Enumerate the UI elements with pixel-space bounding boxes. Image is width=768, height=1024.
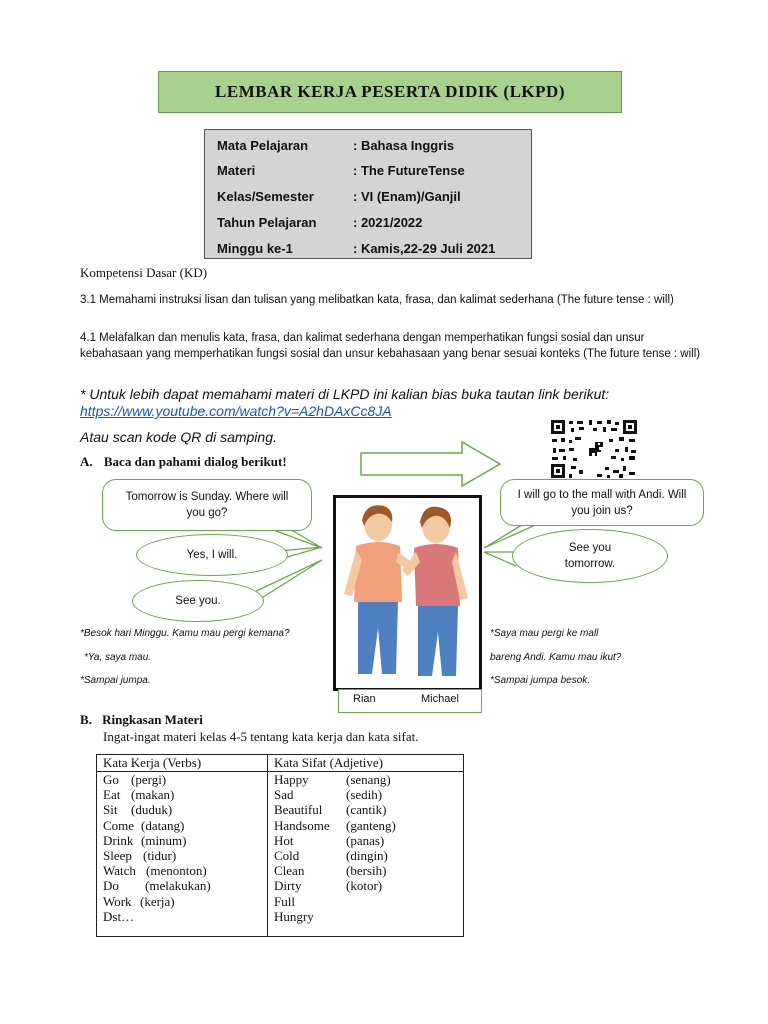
verb-id: (minum): [141, 832, 187, 848]
verb-id: (duduk): [131, 802, 173, 818]
info-label: Tahun Pelajaran: [217, 215, 317, 230]
verb-en: Come: [103, 817, 135, 833]
bubble-text: See you.: [175, 595, 221, 607]
adjective-id: (senang): [346, 772, 391, 787]
verb-id: (melakukan): [145, 878, 211, 894]
verb-item: [103, 848, 261, 863]
adjective-item: [274, 818, 457, 833]
adjective-id: (dingin): [346, 847, 388, 863]
verb-en: Work: [103, 893, 132, 909]
info-value: : VI (Enam)/Ganjil: [353, 189, 461, 204]
translation-left: *Besok hari Minggu. Kamu mau pergi kemana?: [80, 628, 290, 639]
two-boys-illustration: [336, 498, 479, 688]
kd-point-4-1: 4.1 Melafalkan dan menulis kata, frasa, dan kalimat sederhana dengan memperhatikan fungsi sosial dan unsur kebahasaan yang memperhatikan fungsi sosial dan unsur kebahasaan yang benar sesuai konteks (The future tense : will): [80, 332, 701, 360]
verb-en: Watch: [103, 863, 136, 879]
speech-bubble-see-you: [132, 580, 264, 622]
adjective-id: (bersih): [346, 863, 387, 879]
verb-en: Sleep: [103, 847, 132, 863]
adjective-id: (cantik): [346, 802, 387, 818]
adjective-id: (ganteng): [346, 817, 396, 833]
bubble-text: Yes, I will.: [186, 549, 238, 561]
speech-bubble-yes-i-will: [136, 534, 288, 576]
adjective-en: Hot: [274, 832, 294, 848]
name-right: Michael: [421, 693, 459, 705]
verb-en: Eat: [103, 787, 121, 803]
info-label: Kelas/Semester: [217, 189, 314, 204]
verb-id: (menonton): [146, 863, 207, 879]
kd-point-3-1: 3.1 Memahami instruksi lisan dan tulisan yang melibatkan kata, frasa, dan kalimat sederhana (The future tense : will): [80, 294, 674, 306]
verbs-column: [97, 772, 268, 937]
character-names: [338, 689, 482, 713]
qr-instruction: Atau scan kode QR di samping.: [80, 429, 277, 445]
verb-item: [103, 894, 261, 909]
note-text: * Untuk lebih dapat memahami materi di LKPD ini kalian bias buka tautan link berikut:: [80, 386, 610, 402]
verb-id: (tidur): [143, 847, 177, 863]
verb-item: [103, 909, 261, 924]
adjective-en: Clean: [274, 863, 305, 879]
bubble-text: Tomorrow is Sunday. Where will you go?: [125, 491, 289, 519]
info-value: : Bahasa Inggris: [353, 138, 455, 153]
translation-right: *Sampai jumpa besok.: [490, 675, 591, 686]
verb-id: (pergi): [131, 772, 167, 787]
youtube-link[interactable]: https://www.youtube.com/watch?v=A2hDAxCc8JA: [80, 403, 392, 419]
table-header-row: [97, 755, 464, 772]
adjective-item: [274, 802, 457, 817]
dialog-illustration: [333, 495, 482, 691]
verb-item: [103, 818, 261, 833]
bubble-text: See you tomorrow.: [564, 542, 616, 570]
info-table: [204, 129, 532, 259]
adjective-id: (sedih): [346, 787, 383, 803]
translation-right: bareng Andi. Kamu mau ikut?: [490, 652, 622, 663]
adjectives-column: [268, 772, 464, 937]
verb-id: (datang): [141, 817, 185, 833]
speech-bubble-see-you-tomorrow: [512, 529, 668, 583]
adjective-item: [274, 894, 457, 909]
verb-en: Do: [103, 878, 119, 894]
verb-en: Go: [103, 772, 119, 787]
section-b-letter: B.: [80, 712, 92, 727]
adjective-en: Hungry: [274, 908, 314, 924]
translation-left: *Ya, saya mau.: [84, 652, 152, 663]
column-header-verbs: Kata Kerja (Verbs): [97, 755, 268, 772]
verb-item: [103, 863, 261, 878]
speech-bubble-where-will-you-go: [102, 479, 312, 531]
page-title: [158, 71, 622, 113]
section-a-letter: A.: [80, 454, 93, 469]
adjective-en: Beautiful: [274, 802, 323, 818]
vocabulary-table: [96, 754, 464, 937]
adjective-en: Handsome: [274, 817, 330, 833]
verb-en: Dst…: [103, 908, 135, 924]
column-header-adjectives: Kata Sifat (Adjetive): [268, 755, 464, 772]
translation-right: *Saya mau pergi ke mall: [490, 628, 599, 639]
adjective-en: Cold: [274, 847, 300, 863]
verb-en: Sit: [103, 802, 118, 818]
info-value: : Kamis,22-29 Juli 2021: [353, 241, 496, 256]
translation-left: *Sampai jumpa.: [80, 675, 151, 686]
verb-item: [103, 802, 261, 817]
page-title-text: LEMBAR KERJA PESERTA DIDIK (LKPD): [215, 82, 565, 101]
info-label: Materi: [217, 163, 256, 178]
section-a-title: Baca dan pahami dialog berikut!: [103, 454, 287, 469]
section-b-subtitle: Ingat-ingat materi kelas 4-5 tentang kata kerja dan kata sifat.: [103, 729, 419, 744]
bubble-text: I will go to the mall with Andi. Will you join us?: [517, 488, 687, 517]
section-b-title: Ringkasan Materi: [102, 712, 203, 727]
name-left: Rian: [353, 693, 376, 705]
adjective-id: (kotor): [346, 878, 383, 894]
verb-item: [103, 833, 261, 848]
adjective-en: Dirty: [274, 878, 302, 894]
verb-id: (kerja): [140, 893, 175, 909]
adjective-item: [274, 878, 457, 893]
info-label: Mata Pelajaran: [217, 138, 309, 153]
verb-item: [103, 878, 261, 893]
verb-item: [103, 787, 261, 802]
adjective-en: Full: [274, 893, 295, 909]
section-b-heading: [80, 712, 203, 728]
kd-heading: Kompetensi Dasar (KD): [80, 265, 208, 280]
adjective-id: (panas): [346, 832, 385, 848]
verb-id: (makan): [131, 787, 175, 803]
speech-bubble-go-to-mall: [500, 479, 704, 526]
adjective-en: Happy: [274, 772, 309, 787]
verb-item: [103, 772, 261, 787]
info-value: : The FutureTense: [353, 163, 465, 178]
info-value: : 2021/2022: [353, 215, 423, 230]
adjective-item: [274, 787, 457, 802]
verb-en: Drink: [103, 832, 134, 848]
adjective-item: [274, 833, 457, 848]
adjective-en: Sad: [274, 787, 294, 803]
info-label: Minggu ke-1: [217, 241, 293, 256]
table-row: [97, 772, 464, 937]
adjective-item: [274, 909, 457, 924]
adjective-item: [274, 848, 457, 863]
adjective-item: [274, 772, 457, 787]
section-a-heading: [80, 454, 287, 470]
adjective-item: [274, 863, 457, 878]
